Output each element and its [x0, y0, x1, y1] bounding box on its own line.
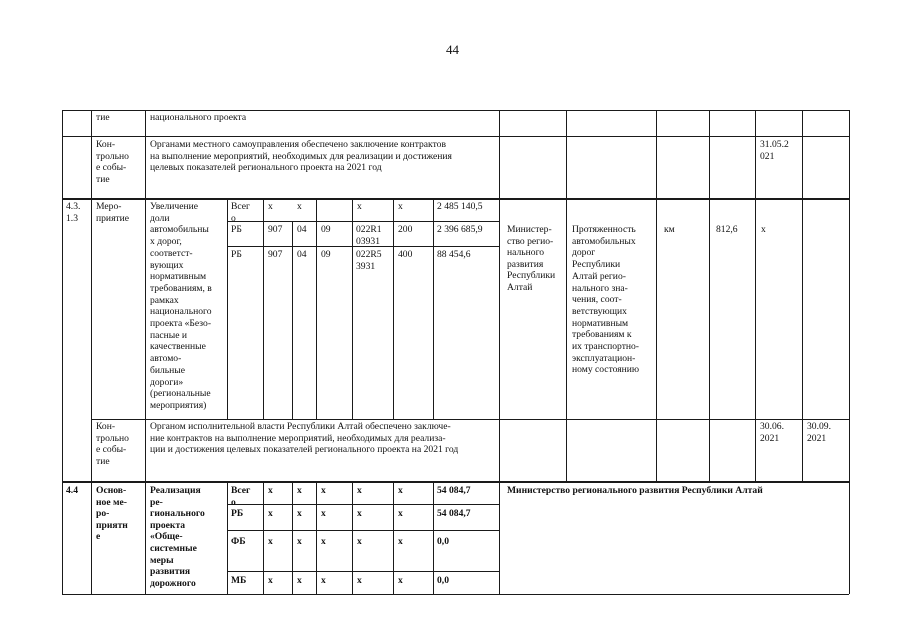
table-rule: [393, 198, 394, 419]
indicator-name-line: автомобильных: [572, 235, 636, 247]
control-event-end-date-line: 2021: [807, 432, 827, 444]
code-cell: х: [321, 575, 326, 586]
table-rule: [316, 198, 317, 419]
table-rule: [227, 221, 499, 222]
funding-source: [231, 536, 246, 548]
code-cell: х: [398, 508, 403, 519]
code-cell: х: [268, 485, 273, 496]
target-article-code-line: 022R5: [356, 249, 382, 260]
indicator-mark: х: [761, 224, 766, 235]
section-separator: [62, 481, 849, 483]
control-event-label-line: тие: [96, 455, 110, 467]
table-rule: [62, 136, 849, 137]
table-rule: [145, 110, 146, 594]
activity-name-line: нормативным: [150, 271, 207, 283]
activity-type-line: ное ме-: [96, 496, 127, 508]
subsection-code: 09: [321, 224, 331, 235]
activity-name-line: рамках: [150, 294, 179, 306]
control-event-label: [96, 139, 129, 185]
responsible-executor-line: развития: [507, 258, 544, 270]
amount-total: 2 485 140,5: [437, 201, 483, 212]
code-cell: х: [297, 536, 302, 547]
table-rule: [62, 110, 63, 594]
code-cell: х: [357, 575, 362, 586]
funding-source-total-line: Всег: [231, 201, 250, 212]
event-description-cell: национального проекта: [150, 112, 247, 123]
code-cell: х: [297, 485, 302, 496]
activity-type-line: ро-: [96, 508, 110, 520]
activity-name-line: автомо-: [150, 353, 182, 365]
activity-name: [150, 201, 212, 412]
budget-code: 907: [268, 249, 283, 260]
code-cell: х: [268, 201, 273, 212]
activity-name-line: «Обще-: [150, 531, 183, 543]
control-event-end-date-line: 30.09.: [807, 421, 831, 432]
code-cell: х: [398, 485, 403, 496]
responsible-executor: [507, 224, 555, 294]
page-number: 44: [446, 42, 459, 57]
target-article-code-line: 3931: [356, 260, 376, 272]
section-code: 04: [297, 224, 307, 235]
table-rule: [849, 110, 850, 594]
responsible-executor-line: ство регио-: [507, 235, 554, 247]
funding-source-line: Всег: [231, 485, 251, 496]
control-event-date-line: 31.05.2: [760, 139, 789, 150]
table-rule: [227, 198, 228, 419]
funding-source: [231, 249, 242, 261]
control-event-date-line: 021: [760, 150, 775, 162]
activity-name-line: вующих: [150, 259, 184, 271]
table-rule: [227, 481, 228, 594]
activity-name-line: требованиям, в: [150, 282, 212, 294]
code-cell: х: [357, 508, 362, 519]
table-rule: [227, 571, 499, 572]
activity-name-line: автомобильны: [150, 224, 209, 236]
target-article-code: [356, 224, 382, 247]
code-cell: х: [357, 536, 362, 547]
responsible-executor-line: Министер-: [507, 224, 552, 235]
control-event-description-line: на выполнение мероприятий, необходимых для реализации и достижения: [150, 150, 452, 162]
indicator-name-line: Протяженность: [572, 224, 636, 235]
table-rule: [352, 481, 353, 594]
section-separator: [62, 198, 849, 200]
activity-name: [150, 485, 205, 589]
table-rule: [263, 198, 264, 419]
activity-name-line: гионального: [150, 508, 205, 520]
activity-name-line: соответст-: [150, 247, 193, 259]
control-event-description-line: ции и достижения целевых показателей регионального проекта на 2021 год: [150, 444, 459, 456]
table-rule: [62, 110, 849, 111]
control-event-date: [760, 139, 789, 162]
responsible-executor: Министерство регионального развития Республики Алтай: [507, 485, 763, 496]
control-event-label: [96, 421, 129, 467]
amount: 88 454,6: [437, 249, 471, 260]
activity-name-line: системные: [150, 542, 197, 554]
control-event-description-line: Органами местного самоуправления обеспечено заключение контрактов: [150, 139, 446, 150]
control-event-start-date-line: 2021: [760, 432, 780, 444]
code-cell: х: [297, 575, 302, 586]
activity-name-line: мероприятия): [150, 399, 207, 411]
activity-name-line: (региональные: [150, 388, 211, 400]
activity-name-line: дорожного: [150, 577, 196, 589]
table-rule: [393, 481, 394, 594]
target-article-code-line: 022R1: [356, 224, 382, 235]
code-cell: х: [297, 508, 302, 519]
indicator-name-line: ветствующих: [572, 305, 627, 317]
indicator-name-line: дорог: [572, 247, 596, 259]
activity-name-line: проекта: [150, 519, 186, 531]
indicator-name-line: требованиям к: [572, 329, 632, 341]
code-cell: х: [398, 575, 403, 586]
code-cell: х: [321, 508, 326, 519]
code-cell: х: [321, 536, 326, 547]
funding-source: [231, 508, 243, 520]
table-rule: [352, 198, 353, 419]
event-type-cell: тие: [96, 112, 110, 123]
activity-name-line: Реализация: [150, 485, 201, 496]
amount: 0,0: [437, 536, 449, 547]
activity-type: [96, 485, 128, 543]
activity-type-line: Меро-: [96, 201, 122, 212]
indicator-value: 812,6: [716, 224, 738, 235]
funding-source-total-line: о: [231, 212, 236, 224]
indicator-unit: км: [664, 224, 675, 235]
control-event-description: [150, 139, 452, 174]
code-cell: х: [398, 201, 403, 212]
funding-source-line: ФБ: [231, 536, 246, 547]
control-event-end-date: [807, 421, 831, 444]
table-rule: [802, 110, 803, 481]
amount: 54 084,7: [437, 508, 471, 519]
table-rule: [227, 504, 499, 505]
indicator-name-line: нального зна-: [572, 282, 628, 294]
responsible-executor-line: Алтай: [507, 281, 533, 293]
activity-name-line: проекта «Безо-: [150, 318, 212, 330]
indicator-name-line: ному состоянию: [572, 364, 640, 376]
funding-source-line: о: [231, 496, 236, 508]
row-number-line: 1.3: [66, 212, 78, 224]
code-cell: х: [357, 201, 362, 212]
expense-type-code: 200: [398, 224, 413, 235]
funding-source-line: РБ: [231, 508, 244, 519]
code-cell: х: [268, 536, 273, 547]
activity-name-line: пасные и: [150, 329, 188, 341]
activity-type: [96, 201, 129, 224]
table-rule: [316, 481, 317, 594]
funding-source-line: РБ: [231, 224, 242, 235]
control-event-description-line: Органом исполнительной власти Республики Алтай обеспечено заключе-: [150, 421, 451, 432]
control-event-label-line: тие: [96, 173, 110, 185]
funding-source: [231, 485, 250, 508]
activity-name-line: дороги»: [150, 376, 184, 388]
code-cell: х: [268, 508, 273, 519]
responsible-executor-line: нального: [507, 247, 545, 259]
responsible-executor-line: Республики: [507, 270, 556, 282]
control-event-label-line: Кон-: [96, 139, 116, 150]
table-rule: [433, 481, 434, 594]
activity-type-line: е: [96, 531, 101, 543]
table-rule: [566, 110, 567, 481]
activity-name-line: национального: [150, 306, 212, 318]
code-cell: х: [398, 536, 403, 547]
code-cell: х: [321, 485, 326, 496]
activity-type-line: приятие: [96, 212, 130, 224]
funding-source-line: МБ: [231, 575, 247, 586]
control-event-label-line: е собы-: [96, 162, 127, 174]
activity-type-line: Основ-: [96, 485, 127, 496]
control-event-label-line: трольно: [96, 150, 129, 162]
amount: 2 396 685,9: [437, 224, 483, 235]
activity-name-line: Увеличение: [150, 201, 198, 212]
indicator-name-line: нормативным: [572, 317, 629, 329]
indicator-name-line: их транспортно-: [572, 341, 640, 353]
code-cell: х: [268, 575, 273, 586]
code-cell: х: [297, 201, 302, 212]
control-event-start-date-line: 30.06.: [760, 421, 784, 432]
amount: 0,0: [437, 575, 449, 586]
row-number-line: 4.3.: [66, 201, 81, 212]
activity-name-line: развития: [150, 566, 191, 578]
control-event-label-line: трольно: [96, 432, 129, 444]
section-code: 04: [297, 249, 307, 260]
target-article-code-line: 03931: [356, 235, 380, 247]
table-rule: [91, 419, 849, 420]
indicator-name-line: чения, соот-: [572, 294, 622, 306]
funding-source: [231, 575, 246, 587]
indicator-name-line: эксплуатацион-: [572, 352, 636, 364]
table-rule: [292, 481, 293, 594]
indicator-name: [572, 224, 639, 376]
activity-name-line: меры: [150, 554, 174, 566]
activity-name-line: бильные: [150, 364, 186, 376]
control-event-start-date: [760, 421, 784, 444]
activity-name-line: ре-: [150, 496, 163, 508]
activity-type-line: приятн: [96, 519, 128, 531]
target-article-code: [356, 249, 382, 272]
control-event-description: [150, 421, 458, 456]
table-rule: [91, 110, 92, 594]
indicator-name-line: Республики: [572, 259, 621, 271]
indicator-name-line: Алтай регио-: [572, 270, 626, 282]
table-rule: [656, 110, 657, 481]
control-event-label-line: Кон-: [96, 421, 116, 432]
code-cell: х: [357, 485, 362, 496]
table-rule: [263, 481, 264, 594]
table-rule: [62, 594, 849, 595]
control-event-description-line: целевых показателей регионального проекта на 2021 год: [150, 162, 382, 174]
budget-code: 907: [268, 224, 283, 235]
table-rule: [292, 221, 293, 419]
expense-type-code: 400: [398, 249, 413, 260]
activity-name-line: х дорог,: [150, 236, 182, 248]
amount: 54 084,7: [437, 485, 471, 496]
activity-name-line: доли: [150, 212, 170, 224]
row-number: [66, 201, 80, 224]
table-rule: [755, 110, 756, 481]
funding-source-line: РБ: [231, 249, 242, 260]
funding-source: [231, 224, 242, 236]
control-event-description-line: ние контрактов на выполнение мероприятий, необходимых для реализа-: [150, 432, 446, 444]
table-rule: [709, 110, 710, 481]
funding-source-total: [231, 201, 250, 224]
control-event-label-line: е собы-: [96, 444, 127, 456]
table-rule: [433, 198, 434, 419]
activity-name-line: качественные: [150, 341, 206, 353]
table-rule: [499, 110, 500, 594]
row-number: 4.4: [66, 485, 78, 496]
table-rule: [227, 530, 499, 531]
subsection-code: 09: [321, 249, 331, 260]
